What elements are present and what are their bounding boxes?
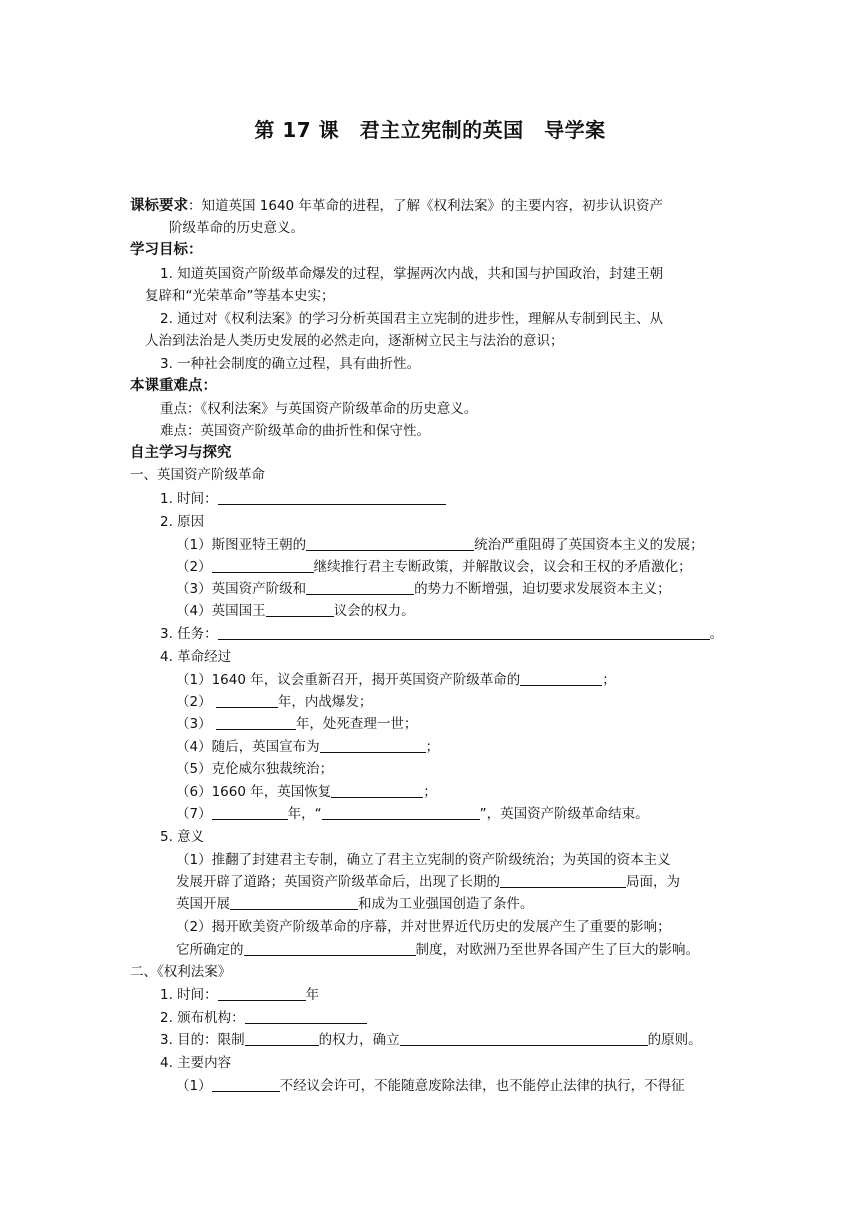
text: （2） [176, 559, 212, 575]
cause-1 [176, 535, 704, 555]
standard-line-1 [130, 196, 663, 216]
text: 2. 颁布机构： [160, 1010, 245, 1026]
bill-content-1 [176, 1076, 685, 1096]
fill-blank[interactable] [500, 873, 626, 888]
text: （1）1640 年，议会重新召开，揭开英国资产阶级革命的 [176, 672, 521, 688]
text: 。 [709, 626, 724, 642]
fill-blank[interactable] [212, 1077, 280, 1092]
text: ； [602, 672, 616, 688]
process-3 [176, 714, 417, 734]
bill-time [160, 985, 319, 1005]
process-1 [176, 670, 616, 690]
fill-blank[interactable] [218, 986, 306, 1001]
text: （7） [176, 806, 212, 822]
fill-blank[interactable] [230, 895, 358, 910]
text: （3）英国资产阶级和 [176, 581, 307, 597]
text: 英国开展 [176, 896, 230, 912]
process-4 [176, 737, 439, 757]
fill-blank[interactable] [218, 490, 446, 505]
meaning-1-line-3 [176, 894, 534, 914]
process-5: （5）克伦威尔独裁统治； [176, 761, 334, 777]
text: 3. 任务： [160, 626, 218, 642]
fill-blank[interactable] [320, 738, 426, 753]
cause-2 [176, 557, 692, 577]
text: 它所确定的 [176, 942, 244, 958]
text: 统治严重阻碍了英国资本主义的发展； [474, 537, 704, 553]
goal-2-line-2: 人治到法治是人类历史发展的必然走向，逐渐树立民主与法治的意识； [145, 333, 564, 349]
item-cause: 2. 原因 [160, 514, 205, 530]
text: （1）斯图亚特王朝的 [176, 537, 307, 553]
fill-blank[interactable] [400, 1031, 648, 1046]
study-heading: 自主学习与探究 [130, 445, 232, 461]
fill-blank[interactable] [266, 602, 334, 617]
text: 年，内战爆发； [277, 694, 373, 710]
fill-blank[interactable] [245, 1009, 367, 1024]
fill-blank[interactable] [212, 558, 314, 573]
item-meaning: 5. 意义 [160, 829, 205, 845]
standard-text-1: ：知道英国 1640 年革命的进程，了解《权利法案》的主要内容，初步认识资产 [188, 198, 663, 214]
text: （4）随后，英国宣布为 [176, 739, 320, 755]
text: （3） [176, 716, 216, 732]
fill-blank[interactable] [306, 536, 474, 551]
text: 年，“ [287, 806, 322, 822]
bill-purpose [160, 1030, 702, 1050]
page-title: 第 17 课 君主立宪制的英国 导学案 [254, 118, 606, 142]
goal-1-line-2: 复辟和“光荣革命”等基本史实； [145, 288, 335, 304]
bill-content: 4. 主要内容 [160, 1055, 232, 1071]
fill-blank[interactable] [520, 671, 602, 686]
cause-4 [176, 601, 415, 621]
keypoint-focus: 重点：《权利法案》与英国资产阶级革命的历史意义。 [160, 401, 478, 417]
text: 的原则。 [647, 1032, 702, 1048]
text: 的势力不断增强，迫切要求发展资本主义； [414, 581, 671, 597]
text: 年，处死查理一世； [295, 716, 418, 732]
item-task [160, 624, 723, 644]
meaning-2-line-1: （2）揭开欧美资产阶级革命的序幕，并对世界近代历史的发展产生了重要的影响； [176, 919, 671, 935]
keypoints-heading: 本课重难点： [130, 378, 217, 394]
standard-line-2: 阶级革命的历史意义。 [169, 220, 304, 236]
meaning-2-line-2 [176, 940, 699, 960]
text: 制度，对欧洲乃至世界各国产生了巨大的影响。 [415, 942, 699, 958]
fill-blank[interactable] [331, 783, 423, 798]
fill-blank[interactable] [306, 580, 414, 595]
item-time [160, 489, 446, 509]
goal-1-line-1: 1. 知道英国资产阶级革命爆发的过程，掌握两次内战，共和国与护国政治，封建王朝 [160, 266, 664, 282]
text: 不经议会许可，不能随意废除法律，也不能停止法律的执行，不得征 [279, 1078, 685, 1094]
meaning-1-line-1: （1）推翻了封建君主专制，确立了君主立宪制的资产阶级统治；为英国的资本主义 [176, 852, 671, 868]
process-7 [176, 804, 649, 824]
text: 发展开辟了道路；英国资产阶级革命后，出现了长期的 [176, 874, 500, 890]
bill-body [160, 1008, 367, 1028]
text: 和成为工业强国创造了条件。 [358, 896, 534, 912]
text: （4）英国国王 [176, 603, 266, 619]
text: 年 [305, 987, 320, 1003]
text: ”，英国资产阶级革命结束。 [479, 806, 649, 822]
process-6 [176, 782, 437, 802]
keypoint-difficulty: 难点：英国资产阶级革命的曲折性和保守性。 [160, 423, 430, 439]
standard-label: 课标要求 [130, 198, 188, 214]
fill-blank[interactable] [245, 1031, 319, 1046]
item-process: 4. 革命经过 [160, 649, 232, 665]
fill-blank[interactable] [322, 805, 480, 820]
text: （1） [176, 1078, 212, 1094]
text: 的权力，确立 [318, 1032, 400, 1048]
cause-3 [176, 579, 671, 599]
fill-blank[interactable] [218, 625, 710, 640]
text: ； [423, 784, 437, 800]
text: 1. 时间： [160, 987, 218, 1003]
meaning-1-line-2 [176, 872, 680, 892]
text: 继续推行君主专断政策，并解散议会，议会和王权的矛盾激化； [313, 559, 692, 575]
item-time-label: 1. 时间： [160, 491, 218, 507]
text: 3. 目的：限制 [160, 1032, 245, 1048]
process-2 [176, 692, 372, 712]
text: ； [425, 739, 440, 755]
goals-heading: 学习目标： [130, 242, 203, 258]
fill-blank[interactable] [216, 715, 296, 730]
text: 议会的权力。 [333, 603, 415, 619]
fill-blank[interactable] [216, 693, 278, 708]
goal-3: 3. 一种社会制度的确立过程，具有曲折性。 [160, 356, 421, 372]
text: 局面，为 [626, 874, 680, 890]
fill-blank[interactable] [244, 941, 416, 956]
goal-2-line-1: 2. 通过对《权利法案》的学习分析英国君主立宪制的进步性，理解从专制到民主、从 [160, 311, 664, 327]
text: （6）1660 年，英国恢复 [176, 784, 332, 800]
section-1-title: 一、英国资产阶级革命 [130, 467, 265, 483]
text: （2） [176, 694, 216, 710]
section-2-title: 二、《权利法案》 [130, 964, 232, 980]
fill-blank[interactable] [212, 805, 288, 820]
